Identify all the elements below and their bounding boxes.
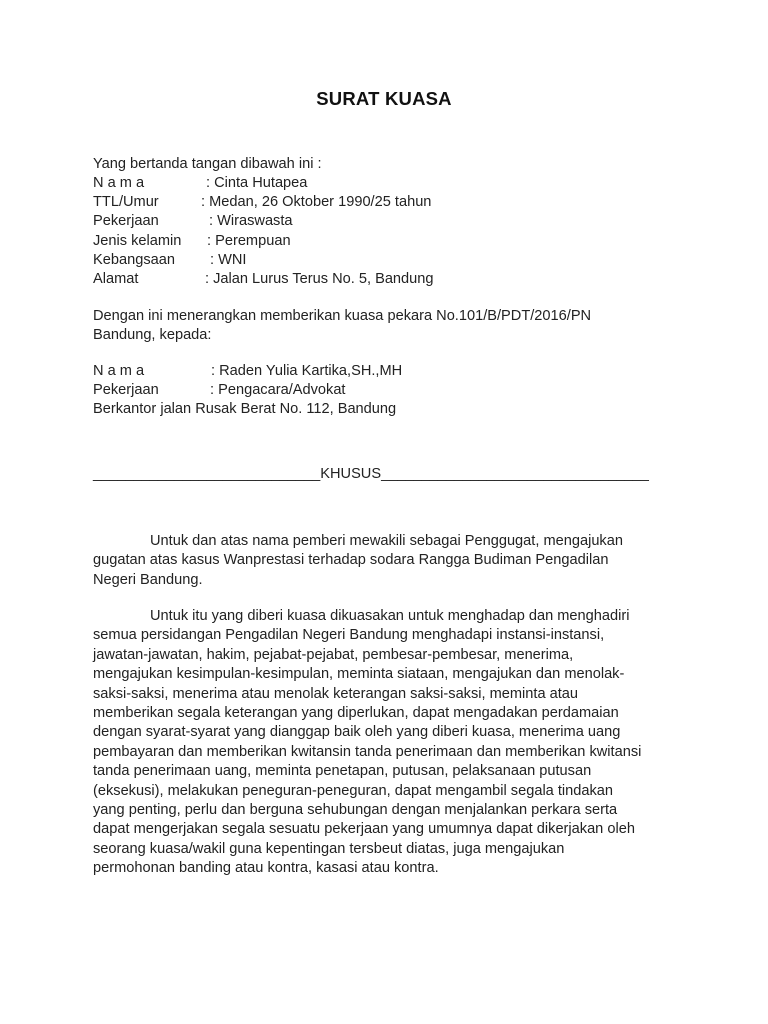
intro-line: Yang bertanda tangan dibawah ini : <box>93 156 322 172</box>
grantor-address-row <box>93 270 138 289</box>
paragraph-line: jawatan-jawatan, hakim, pejabat-pejabat, pembesar-pembesar, menerima, <box>93 646 574 663</box>
paragraph-line: Untuk itu yang diberi kuasa dikuasakan untuk menghadap dan menghadiri <box>150 608 630 624</box>
khusus-divider: ____________________________KHUSUS_________________________________ <box>93 466 649 482</box>
paragraph-representation <box>93 532 683 590</box>
field-label: Pekerjaan <box>93 382 159 398</box>
paragraph-line: pembayaran dan memberikan kwitansin tanda penerimaan dan memberikan kwitansi <box>93 743 642 760</box>
field-value: : Medan, 26 Oktober 1990/25 tahun <box>201 194 432 210</box>
document-title: SURAT KUASA <box>316 88 452 109</box>
field-value: : Raden Yulia Kartika,SH.,MH <box>211 363 403 379</box>
grantee-job-row <box>93 381 159 400</box>
field-value: : Jalan Lurus Terus No. 5, Bandung <box>205 271 434 287</box>
grantor-birth-row <box>93 193 159 212</box>
paragraph-authority <box>93 607 683 878</box>
paragraph-line: seorang kuasa/wakil guna kepentingan tersbeut diatas, juga mengajukan <box>93 840 565 857</box>
field-value: : Pengacara/Advokat <box>210 382 346 398</box>
field-label: TTL/Umur <box>93 194 159 210</box>
grantor-nationality-row <box>93 251 175 270</box>
paragraph-line: gugatan atas kasus Wanprestasi terhadap sodara Rangga Budiman Pengadilan <box>93 552 609 569</box>
field-value: : Wiraswasta <box>209 213 293 229</box>
grantor-job-row <box>93 212 159 231</box>
field-label: N a m a <box>93 363 145 379</box>
paragraph-line: Negeri Bandung. <box>93 571 203 588</box>
paragraph-line: memberikan segala keterangan yang diperlukan, dapat mengadakan perdamaian <box>93 704 619 721</box>
field-value: : WNI <box>210 252 247 268</box>
paragraph-line: saksi-saksi, menerima atau menolak keterangan saksi-saksi, meminta atau <box>93 685 579 702</box>
field-label: Pekerjaan <box>93 213 159 229</box>
paragraph-line: (eksekusi), melakukan peneguran-peneguran, dapat mengambil segala tindakan <box>93 782 614 799</box>
grantee-office-line: Berkantor jalan Rusak Berat No. 112, Bandung <box>93 401 397 417</box>
grantee-name-row <box>93 362 144 381</box>
paragraph-line: permohonan banding atau kontra, kasasi atau kontra. <box>93 860 439 877</box>
paragraph-line: tanda penerimaan uang, meminta penetapan, putusan, pelaksanaan putusan <box>93 763 592 780</box>
paragraph-line: mengajukan kesimpulan-kesimpulan, meminta siataan, mengajukan dan menolak- <box>93 666 625 683</box>
statement-line-2: Bandung, kepada: <box>93 327 212 343</box>
paragraph-line: Untuk dan atas nama pemberi mewakili sebagai Penggugat, mengajukan <box>150 533 623 549</box>
paragraph-line: yang penting, perlu dan berguna sehubungan dengan menjalankan perkara serta <box>93 801 618 818</box>
paragraph-line: dapat mengerjakan segala sesuatu pekerjaan yang umumnya dapat dikerjakan oleh <box>93 821 635 838</box>
paragraph-line: dengan syarat-syarat yang dianggap baik oleh yang diberi kuasa, menerima uang <box>93 724 621 741</box>
field-label: N a m a <box>93 175 145 191</box>
field-label: Alamat <box>93 271 139 287</box>
field-value: : Perempuan <box>207 233 291 249</box>
grantor-gender-row <box>93 232 181 251</box>
field-label: Jenis kelamin <box>93 233 182 249</box>
grantor-name-row <box>93 174 144 193</box>
field-value: : Cinta Hutapea <box>206 175 308 191</box>
paragraph-line: semua persidangan Pengadilan Negeri Bandung menghadapi instansi-instansi, <box>93 627 605 644</box>
statement-line-1: Dengan ini menerangkan memberikan kuasa pekara No.101/B/PDT/2016/PN <box>93 308 592 324</box>
field-label: Kebangsaan <box>93 252 175 268</box>
